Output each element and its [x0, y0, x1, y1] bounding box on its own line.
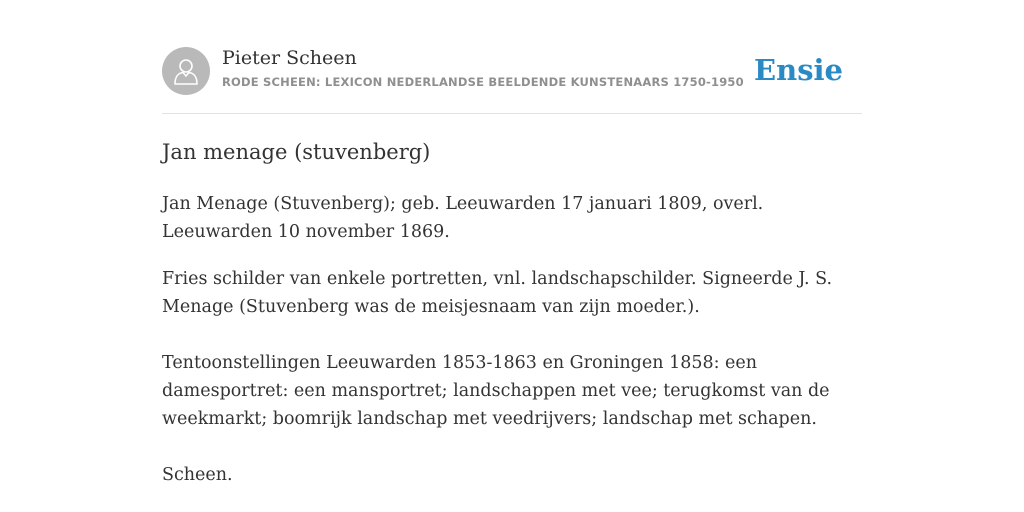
author-name[interactable]: Pieter Scheen [222, 47, 357, 69]
divider [162, 113, 862, 114]
source-title[interactable]: RODE SCHEEN: LEXICON NEDERLANDSE BEELDENDE KUNSTENAARS 1750-1950 [222, 75, 744, 89]
paragraph-description: Fries schilder van enkele portretten, vnl. landschapschilder. Signeerde J. S. Menage (Stuvenberg was de meisjesnaam van zijn moeder.). Tentoonstellingen Leeuwarden 1853-1863 en Groningen 1858: een damesportret: een mansportret; landschappen met vee; terugkomst van de weekmarkt; boomrijk landschap met veedrijvers; landschap met schapen. Scheen. [162, 269, 833, 485]
article-header [162, 46, 862, 96]
paragraph-intro: Jan Menage (Stuvenberg); geb. Leeuwarden 17 januari 1809, overl. Leeuwarden 10 november 1869. [162, 194, 764, 242]
ensie-logo[interactable]: Ensie [754, 53, 843, 87]
article-body [162, 190, 862, 489]
user-icon [173, 57, 199, 85]
article-card [162, 46, 862, 485]
article-title: Jan menage (stuvenberg) [162, 140, 431, 164]
avatar[interactable] [162, 47, 210, 95]
